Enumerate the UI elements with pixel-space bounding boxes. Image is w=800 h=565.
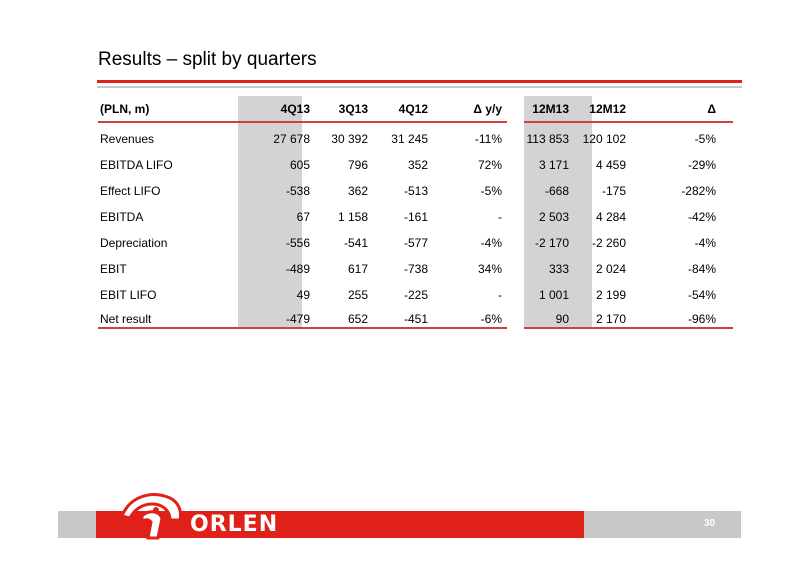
table-cell: -175	[601, 184, 626, 198]
table-cell: -5%	[480, 184, 502, 198]
row-label: EBIT LIFO	[100, 288, 157, 302]
table-cell: -	[498, 210, 502, 224]
table-cell: 652	[347, 312, 368, 326]
table-cell: 2 199	[595, 288, 626, 302]
table-cell: -6%	[480, 312, 502, 326]
table-row	[100, 204, 728, 230]
table-cell: 255	[347, 288, 368, 302]
row-label: EBITDA	[100, 210, 144, 224]
table-cell: 1 158	[337, 210, 368, 224]
column-header: 4Q12	[398, 102, 428, 116]
table-cell: -451	[403, 312, 428, 326]
table-cell: -668	[544, 184, 569, 198]
row-label: Net result	[100, 312, 152, 326]
table-cell: 34%	[477, 262, 502, 276]
table-cell: -538	[285, 184, 310, 198]
table-row	[100, 178, 728, 204]
table-cell: -29%	[687, 158, 716, 172]
row-label: EBIT	[100, 262, 127, 276]
table-row	[100, 126, 728, 152]
title-rule-red	[97, 80, 742, 83]
page-number: 30	[704, 518, 716, 529]
table-cell: -489	[285, 262, 310, 276]
column-header: 3Q13	[338, 102, 368, 116]
table-cell: 31 245	[391, 132, 428, 146]
table-cell: 333	[548, 262, 569, 276]
column-header: (PLN, m)	[100, 102, 150, 116]
table-row	[100, 308, 728, 330]
table-cell: 30 392	[331, 132, 368, 146]
table-header-row	[100, 96, 728, 122]
row-label: Effect LIFO	[100, 184, 161, 198]
orlen-eagle-logo-icon	[118, 486, 188, 542]
orlen-logo-text: ORLEN	[190, 512, 279, 537]
table-cell: -513	[403, 184, 428, 198]
table-cell: -541	[343, 236, 368, 250]
table-row	[100, 256, 728, 282]
table-row	[100, 152, 728, 178]
table-cell: -2 170	[534, 236, 569, 250]
table-cell: 2 503	[538, 210, 569, 224]
table-cell: -479	[285, 312, 310, 326]
table-cell: 352	[407, 158, 428, 172]
table-cell: -96%	[687, 312, 716, 326]
table-cell: 113 853	[526, 132, 569, 146]
results-table	[100, 96, 728, 330]
table-row	[100, 282, 728, 308]
table-cell: -556	[285, 236, 310, 250]
table-cell: -11%	[474, 132, 502, 146]
table-cell: 120 102	[582, 132, 626, 146]
row-label: Revenues	[100, 132, 155, 146]
table-cell: 90	[555, 312, 569, 326]
row-label: Depreciation	[100, 236, 168, 250]
table-cell: 72%	[477, 158, 502, 172]
table-cell: -161	[403, 210, 428, 224]
table-cell: -2 260	[591, 236, 626, 250]
slide-title: Results – split by quarters	[98, 49, 317, 70]
table-cell: -4%	[480, 236, 502, 250]
table-cell: -4%	[694, 236, 716, 250]
table-cell: 67	[296, 210, 310, 224]
column-header: 12M12	[589, 102, 626, 116]
table-cell: -42%	[687, 210, 716, 224]
table-cell: 362	[347, 184, 368, 198]
column-header: 12M13	[532, 102, 569, 116]
table-cell: -	[498, 288, 502, 302]
table-cell: 4 459	[595, 158, 626, 172]
row-label: EBITDA LIFO	[100, 158, 173, 172]
table-cell: 617	[347, 262, 368, 276]
table-cell: 49	[296, 288, 310, 302]
table-cell: 605	[289, 158, 310, 172]
table-cell: -577	[403, 236, 428, 250]
table-cell: -738	[403, 262, 428, 276]
table-cell: 2 024	[595, 262, 626, 276]
table-cell: -282%	[681, 184, 716, 198]
column-header: Δ y/y	[473, 102, 502, 116]
table-cell: -84%	[687, 262, 716, 276]
table-cell: 4 284	[595, 210, 626, 224]
table-cell: 2 170	[595, 312, 626, 326]
table-cell: -54%	[687, 288, 716, 302]
table-row	[100, 230, 728, 256]
table-cell: -5%	[694, 132, 716, 146]
table-cell: 27 678	[273, 132, 310, 146]
column-header: 4Q13	[280, 102, 310, 116]
table-cell: 796	[347, 158, 368, 172]
title-rule-gray	[97, 86, 742, 88]
table-cell: 1 001	[538, 288, 569, 302]
column-header: Δ	[707, 102, 716, 116]
table-cell: -225	[403, 288, 428, 302]
table-cell: 3 171	[538, 158, 569, 172]
